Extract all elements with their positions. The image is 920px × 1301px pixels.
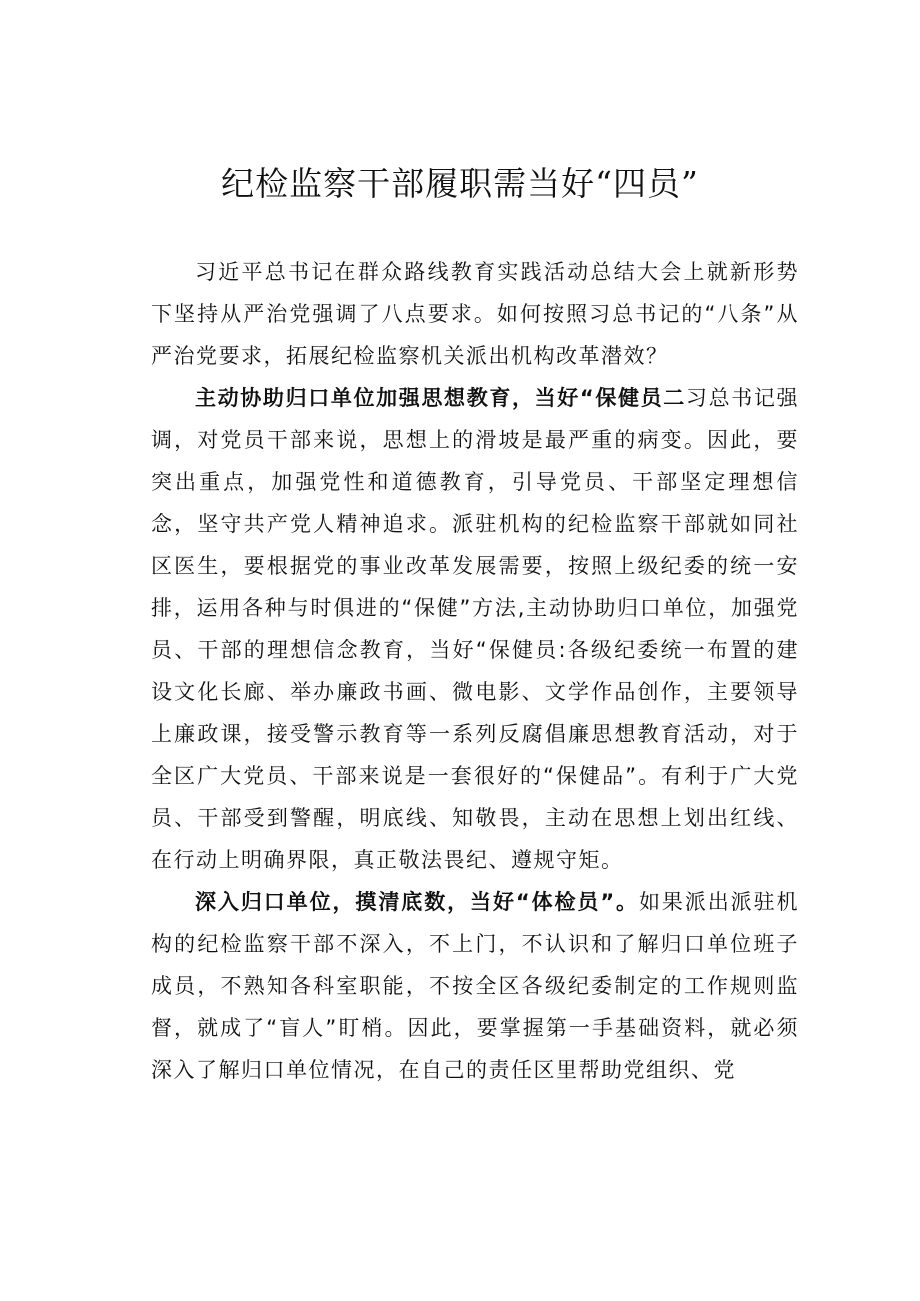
paragraph-text: 习近平总书记在群众路线教育实践活动总结大会上就新形势下坚持从严治党强调了八点要求。如何按照习总书记的“八条”从严治党要求，拓展纪检监察机关派出机构改革潜效？ <box>151 260 799 368</box>
paragraph-text: 习总书记强调，对党员干部来说，思想上的滑坡是最严重的病变。因此，要突出重点，加强党性和道德教育，引导党员、干部坚定理想信念，坚守共产党人精神追求。派驻机构的纪检监察干部就如同社区医生，要根据党的事业改革发展需要，按照上级纪委的统一安排，运用各种与时俱进的“保健”方法,主动协助归口单位，加强党员、干部的理想信念教育，当好“保健员:各级纪委统一布置的建设文化长廊、举办廉政书画、微电影、文学作品创作，主要领导上廉政课，接受警示教育等一系列反腐倡廉思想教育活动，对于全区广大党员、干部来说是一套很好的“保健品”。有利于广大党员、干部受到警醒，明底线、知敬畏，主动在思想上划出红线、在行动上明确界限，真正敬法畏纪、遵规守矩。 <box>151 386 799 872</box>
document-body <box>151 251 799 1091</box>
paragraph-text: 如果派出派驻机构的纪检监察干部不深入，不上门，不认识和了解归口单位班子成员，不熟知各科室职能，不按全区各级纪委制定的工作规则监督，就成了“盲人”盯梢。因此，要掌握第一手基础资料，就必须深入了解归口单位情况，在自己的责任区里帮助党组织、党 <box>151 890 799 1082</box>
paragraph-lead: 主动协助归口单位加强思想教育，当好“保健员二 <box>195 386 686 410</box>
paragraph-health-keeper <box>151 377 799 881</box>
paragraph-intro <box>151 251 799 377</box>
page-title: 纪检监察干部履职需当好“四员” <box>221 164 699 203</box>
paragraph-lead: 深入归口单位，摸清底数，当好“体检员”。 <box>195 890 639 914</box>
paragraph-examiner <box>151 881 799 1091</box>
